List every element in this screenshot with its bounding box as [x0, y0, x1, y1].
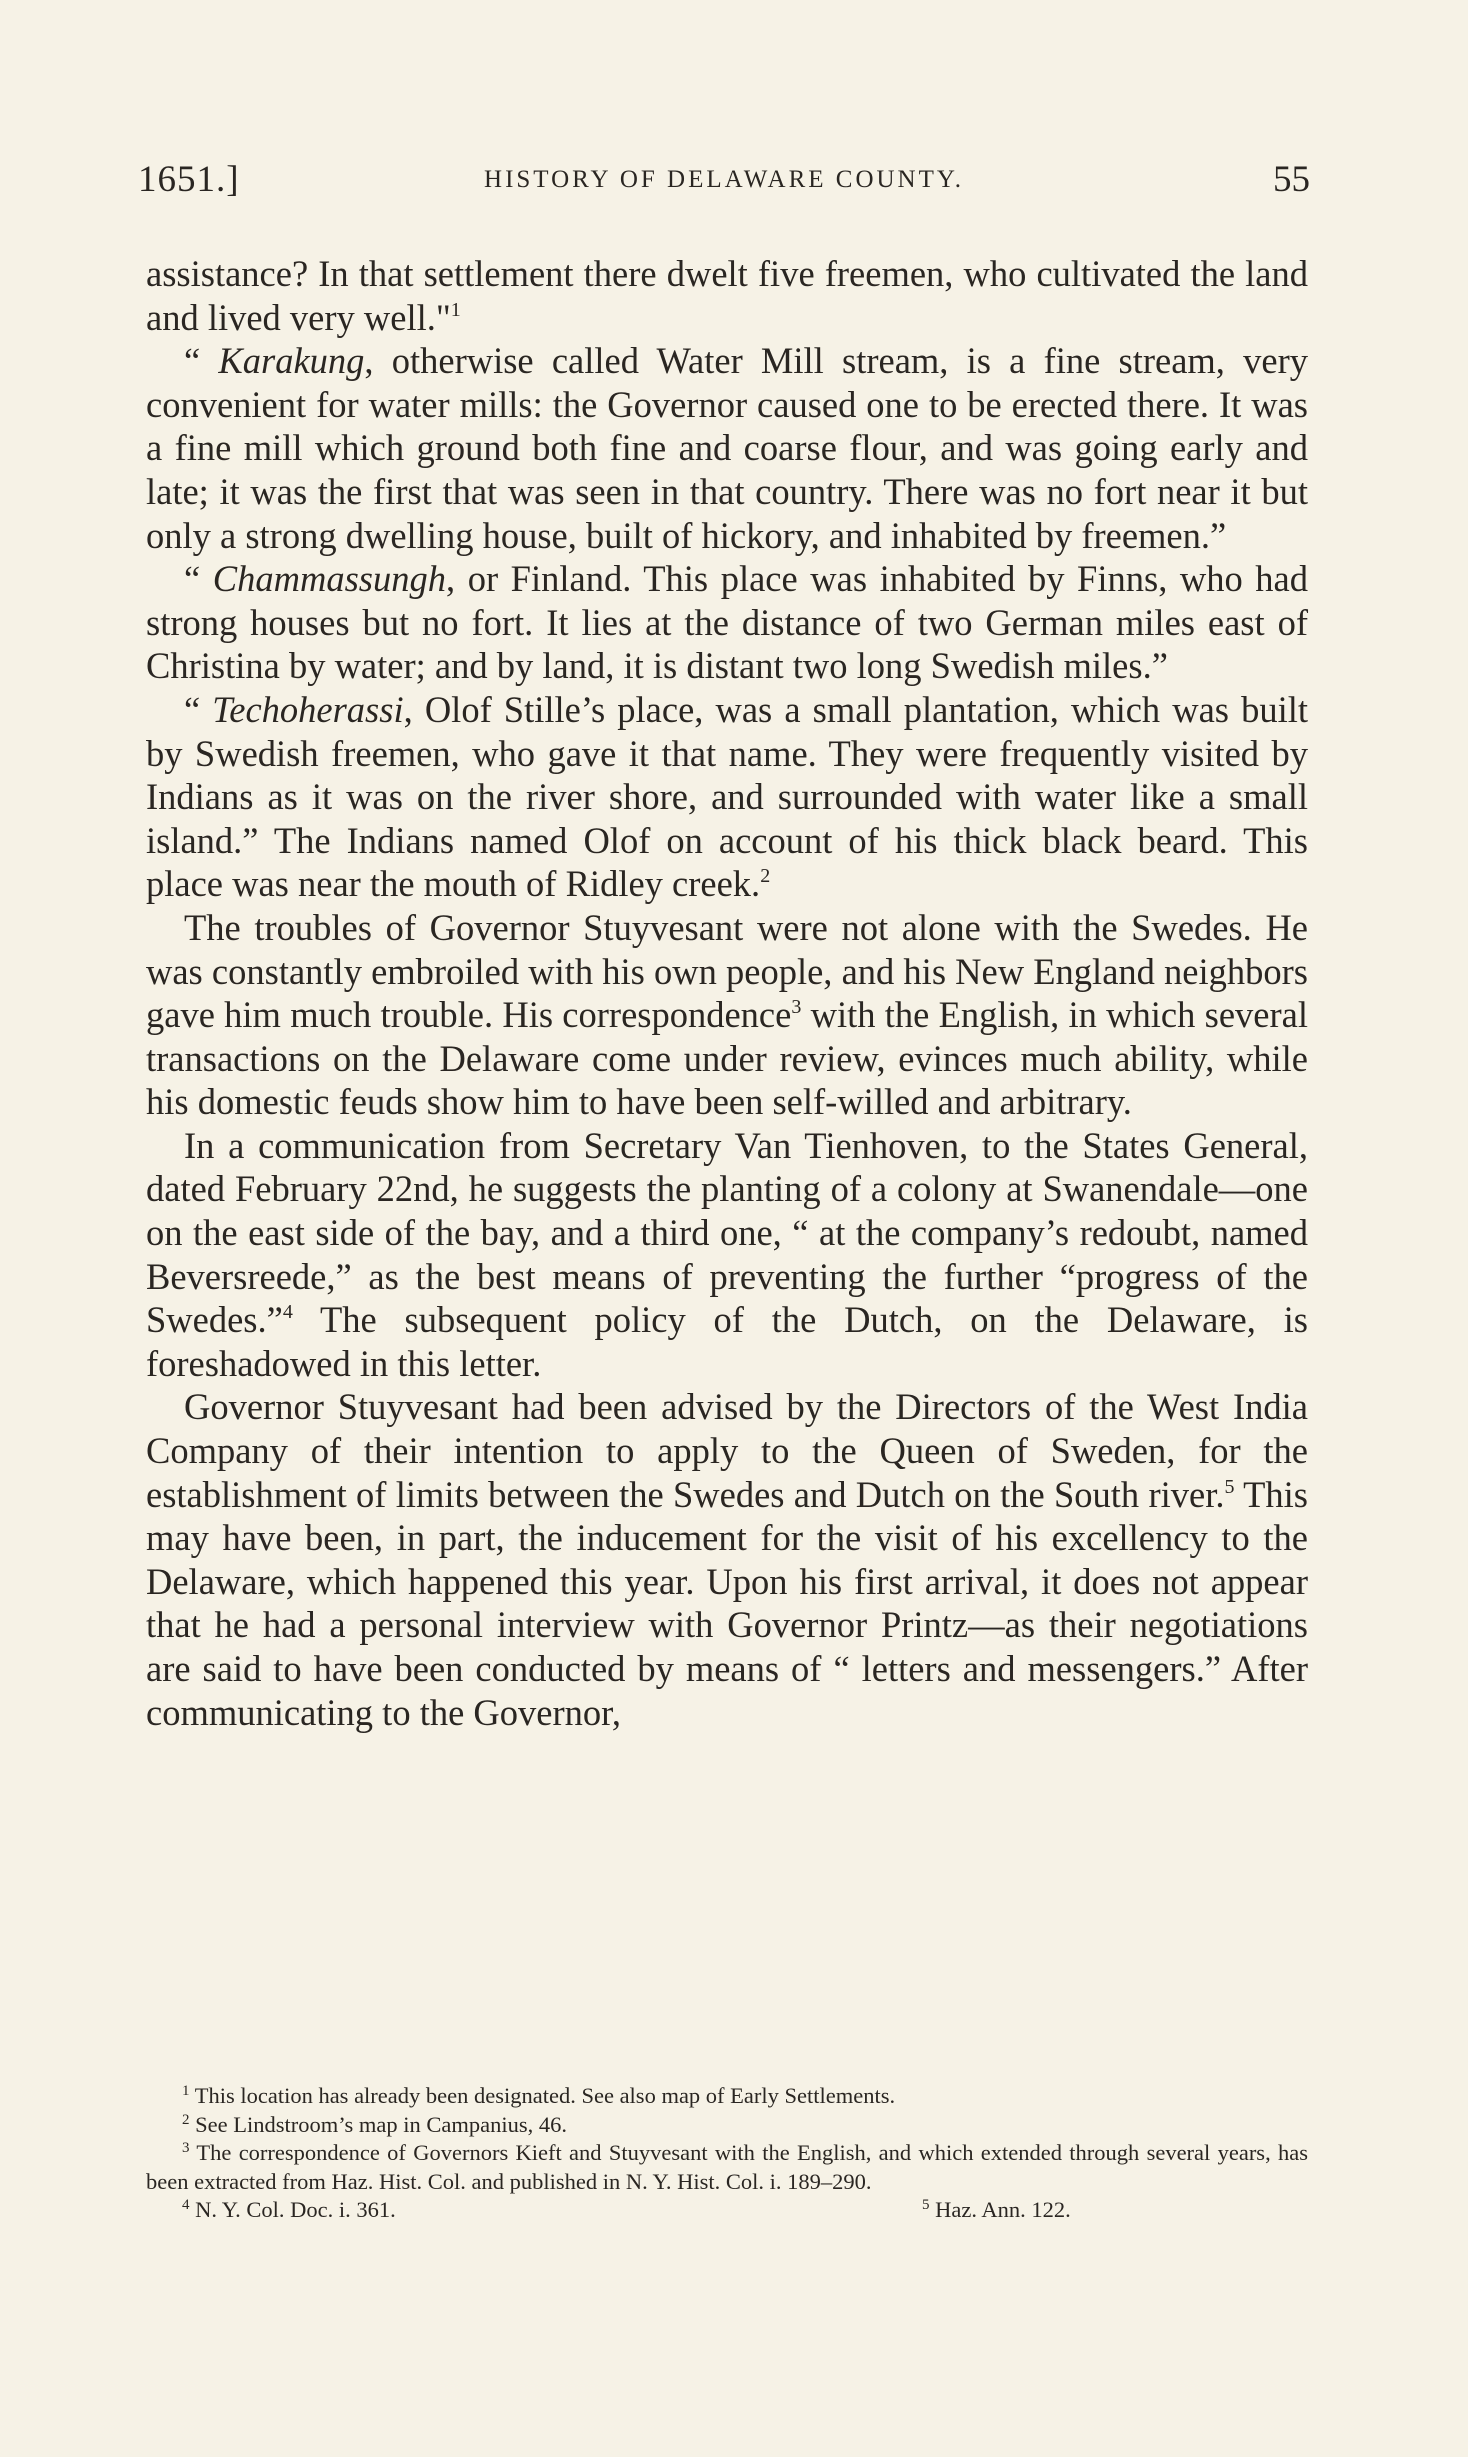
footnote-text: N. Y. Col. Doc. i. 361. — [189, 2197, 396, 2222]
header-title: HISTORY OF DELAWARE COUNTY. — [484, 166, 964, 193]
paragraph-chammassungh-text: , or Finland. This place was inhabited by Finns, who had strong houses but no fort. It lies at the distance of two German miles east of Christina by water; and by land, it is distant two long Swedish miles.” — [146, 558, 1309, 687]
paragraph-1 — [146, 252, 1308, 339]
paragraph-text: In a communication from Secretary Van Tienhoven, to the States General, dated February 22nd, he suggests the planting of a colony at Swanendale—one on the east side of the bay, and a third one, “ at the company’s redoubt, named Beversreede,” as the best means of preventing the further “progress of the Swedes.” — [146, 1124, 1308, 1341]
footnote-number: 4 — [182, 2197, 190, 2213]
header-year: 1651.] — [138, 159, 240, 200]
footnote-ref-2: 2 — [760, 865, 771, 888]
paragraph-van-tienhoven — [146, 1124, 1308, 1386]
footnote-1 — [146, 2082, 1308, 2111]
footnote-text: See Lindstroom’s map in Campanius, 46. — [189, 2111, 567, 2137]
paragraph-techoherassi — [146, 688, 1308, 906]
paragraph-text: Governor Stuyvesant had been advised by the Directors of the West India Company of their intention to apply to the Queen of Sweden, for the establishment of limits between the Swedes and Dutch on the South river. — [146, 1386, 1308, 1515]
paragraph-text: The troubles of Governor Stuyvesant were not alone with the Swedes. He was constantly embroiled with his own people, and his New England neighbors gave him much trouble. His correspondence — [146, 906, 1308, 1036]
footnote-4 — [182, 2197, 396, 2222]
body-text — [146, 252, 1308, 1734]
footnote-number: 1 — [182, 2083, 190, 2099]
paragraph-karakung — [146, 339, 1308, 557]
footnote-ref-1: 1 — [450, 298, 461, 321]
footnote-ref-5: 5 — [1224, 1475, 1235, 1498]
footnote-ref-3: 3 — [791, 996, 802, 1019]
place-name-karakung: Karakung — [218, 340, 365, 382]
footnote-row — [182, 2196, 1308, 2225]
paragraph-chammassungh — [146, 557, 1308, 688]
paragraph-stuyvesant-visit — [146, 1385, 1308, 1734]
footnote-2 — [146, 2111, 1308, 2140]
place-name-techoherassi: Techoherassi — [212, 688, 404, 730]
open-quote: “ — [184, 688, 213, 730]
place-name-chammassungh: Chammassungh — [212, 558, 447, 600]
footnote-5 — [922, 2196, 1071, 2225]
paragraph-1-text: assistance? In that settlement there dwelt five freemen, who cultivated the land and lived very well." — [146, 253, 1308, 338]
footnote-text: The correspondence of Governors Kieft and Stuyvesant with the English, and which extended through several years, has been extracted from Haz. Hist. Col. and published in N. Y. Hist. Col. i. 189–290. — [146, 2140, 1308, 2194]
footnote-ref-4: 4 — [282, 1301, 293, 1324]
footnote-text: Haz. Ann. 122. — [929, 2197, 1071, 2222]
footnote-text: This location has already been designated. See also map of Early Settlements. — [189, 2083, 896, 2108]
paragraph-text: The subsequent policy of the Dutch, on the Delaware, is foreshadowed in this letter. — [146, 1299, 1308, 1384]
paragraph-text: This may have been, in part, the inducement for the visit of his excellency to the Delaware, which happened this year. Upon his first arrival, it does not appear that he had a personal interview with Governor Printz—as their negotiations are said to have been conducted by means of “ letters and messengers.” After communicating to the Governor, — [146, 1473, 1308, 1733]
footnote-number: 5 — [922, 2197, 930, 2213]
paragraph-text: with the English, in which several transactions on the Delaware come under review, evinces much ability, while his domestic feuds show him to have been self-willed and arbitrary. — [146, 994, 1308, 1123]
page-number: 55 — [1273, 159, 1310, 200]
open-quote: “ — [184, 340, 219, 382]
footnote-number: 2 — [182, 2111, 190, 2128]
paragraph-stuyvesant-troubles — [146, 906, 1308, 1124]
open-quote: “ — [184, 558, 213, 600]
paragraph-techoherassi-text: , Olof Stille’s place, was a small plantation, which was built by Swedish freemen, who gave it that name. They were frequently visited by Indians as it was on the river shore, and surrounded with water like a small island.” The Indians named Olof on account of his thick black beard. This place was near the mouth of Ridley creek. — [146, 688, 1309, 905]
footnote-number: 3 — [182, 2140, 190, 2156]
footnote-3 — [146, 2139, 1308, 2196]
running-header — [138, 158, 1310, 208]
paragraph-karakung-text: , otherwise called Water Mill stream, is a fine stream, very convenient for water mills: the Governor caused one to be erected there. It was a fine mill which ground both fine and coarse flour, and was going early and late; it was the first that was seen in that country. There was no fort near it but only a strong dwelling house, built of hickory, and inhabited by freemen.” — [146, 340, 1308, 556]
footnotes — [146, 2082, 1308, 2225]
